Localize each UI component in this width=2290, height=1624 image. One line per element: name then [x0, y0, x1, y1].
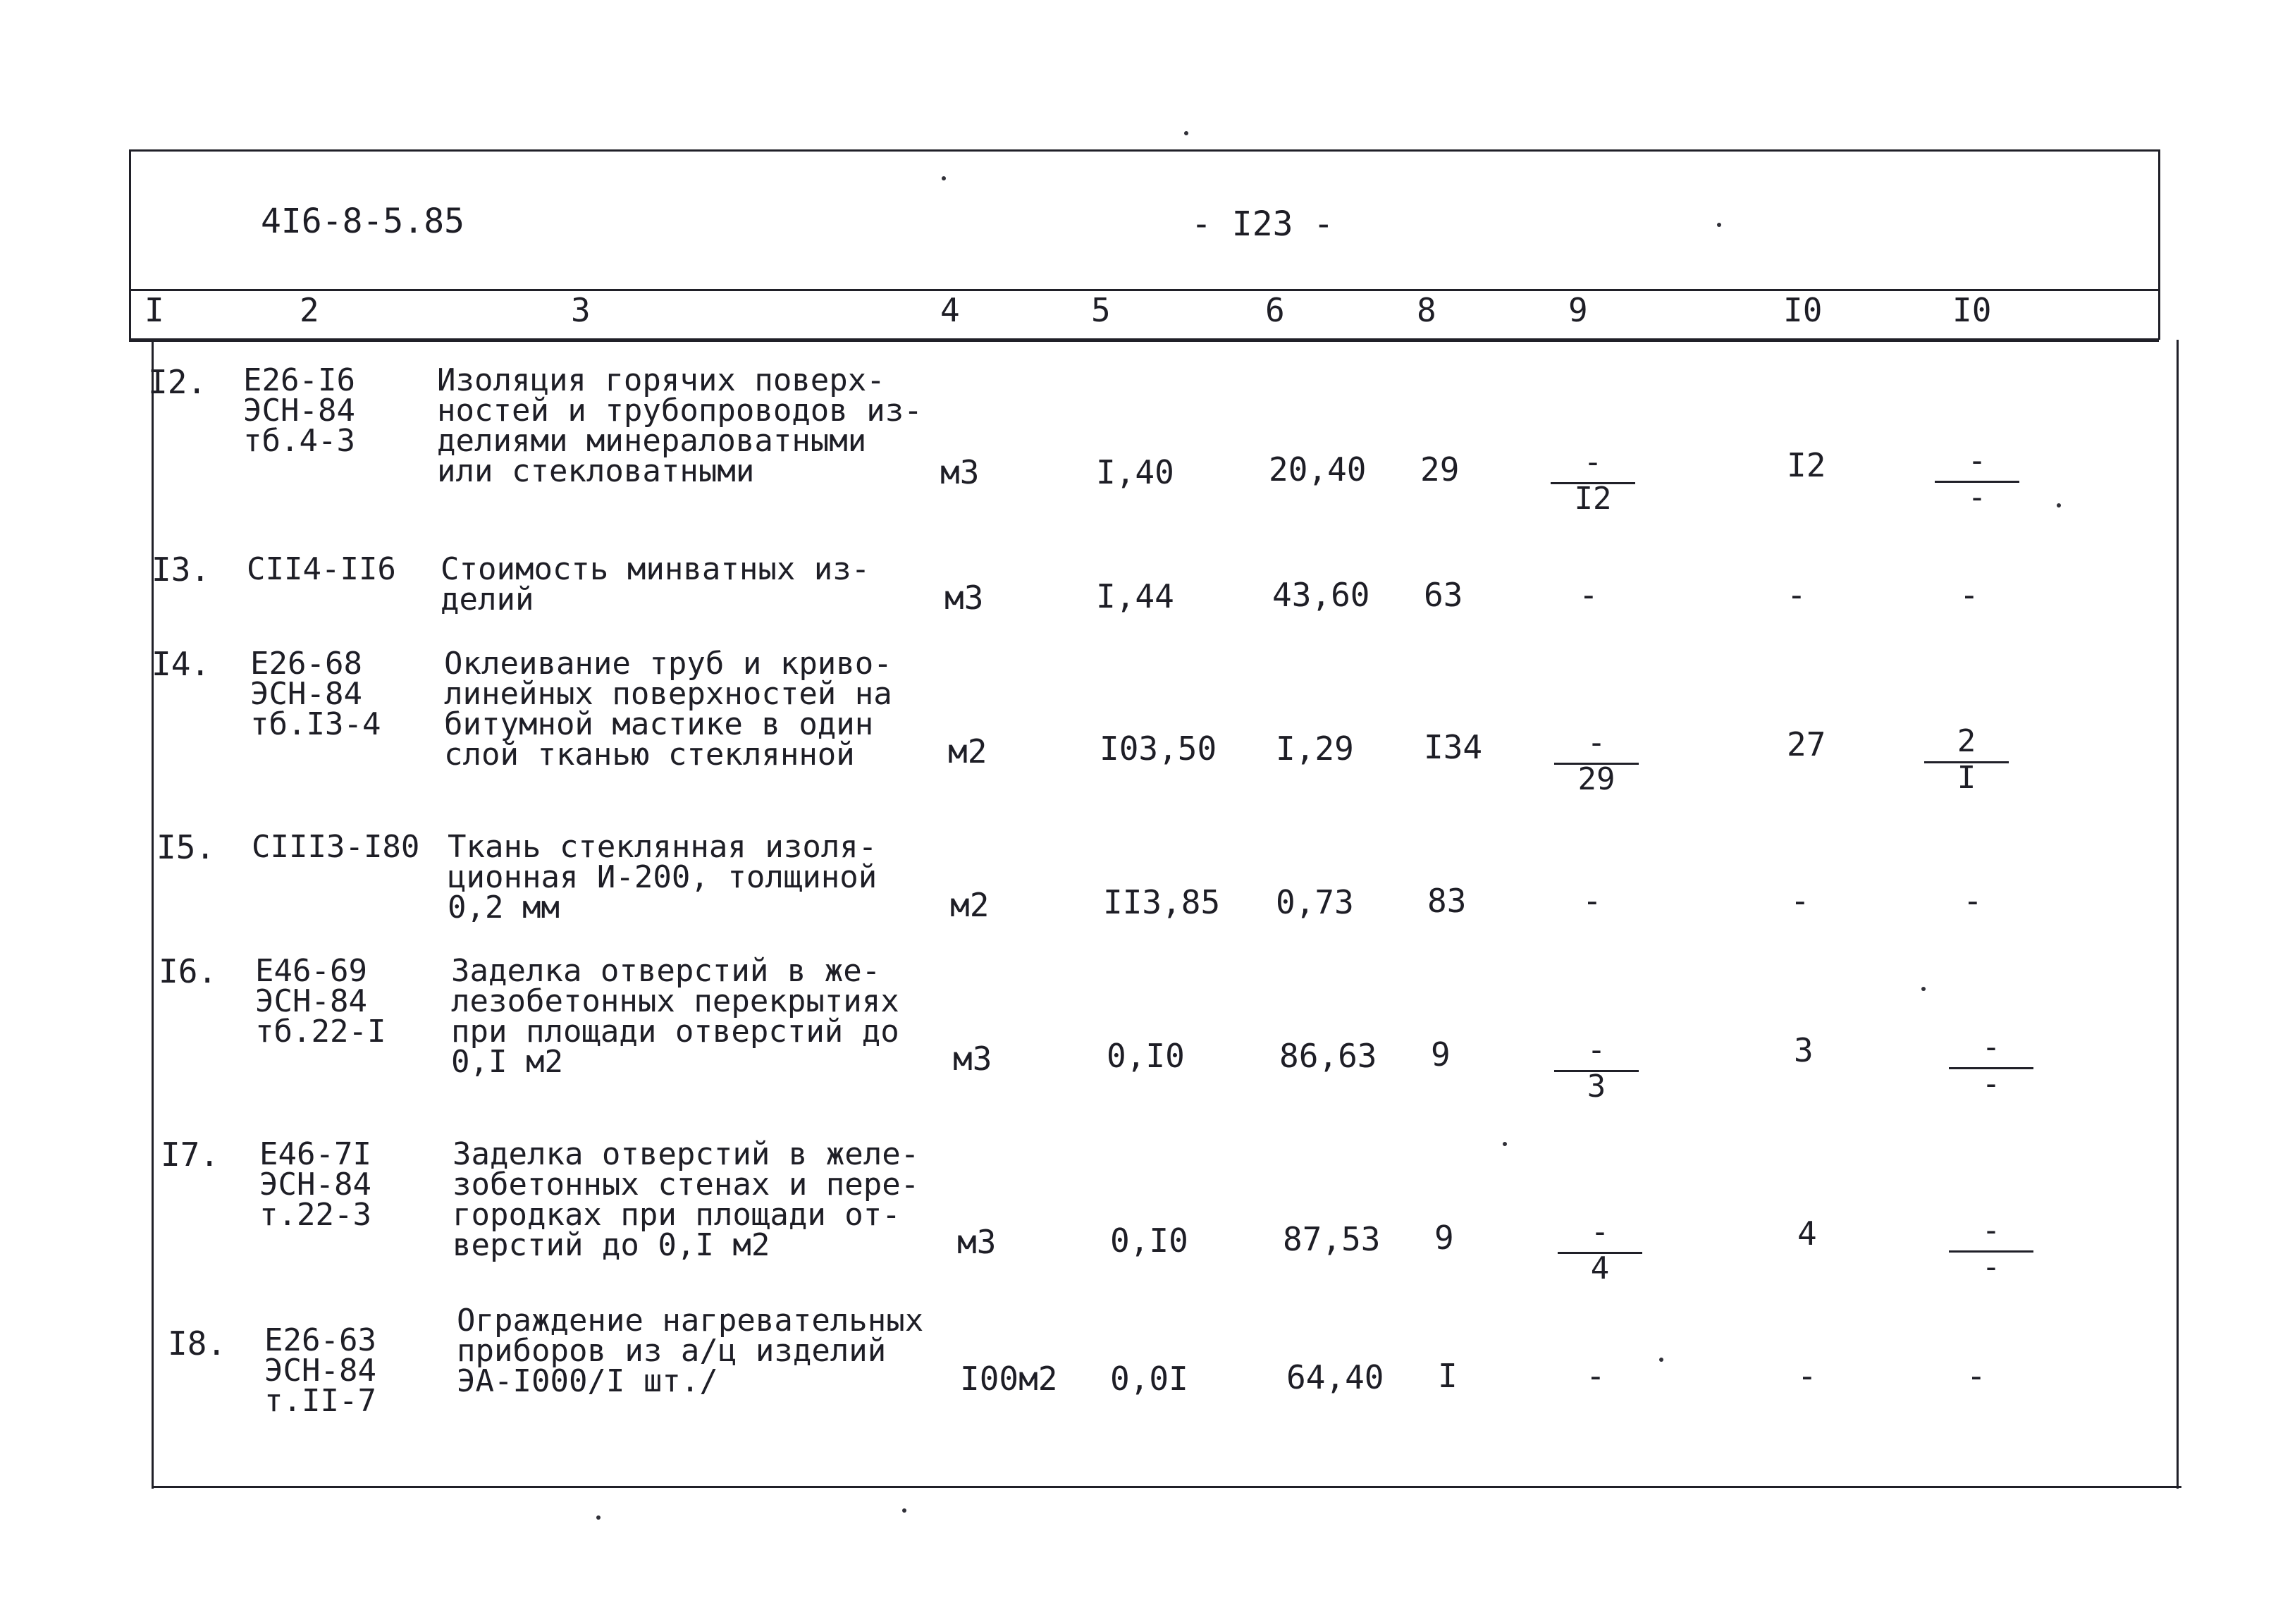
fraction-col9: - 3	[1554, 1046, 1639, 1095]
quantity: I,44	[1096, 577, 1174, 615]
value-col10a: 4	[1797, 1214, 1817, 1253]
work-description: Стоимость минватных из- делий	[441, 551, 870, 617]
row-number: I5.	[156, 828, 216, 866]
fraction-col9: - 4	[1558, 1228, 1642, 1277]
unit: м3	[957, 1223, 997, 1261]
scan-speck	[902, 1508, 906, 1513]
value-col10a: -	[1797, 1357, 1817, 1395]
value-col10b: -	[1963, 882, 1983, 920]
unit-price: 86,63	[1279, 1037, 1377, 1075]
work-description: Заделка отверстий в же- лезобетонных перекрытиях при площади отверстий до 0,I м2	[451, 953, 899, 1080]
work-description: Изоляция горячих поверх- ностей и трубопроводов из- делиями минераловатными или стекловатными	[437, 362, 923, 489]
resource-code: Е26-68 ЭСН-84 тб.I3-4	[250, 646, 381, 742]
column-number-1: I	[144, 291, 164, 329]
value-col9: -	[1579, 576, 1599, 614]
total-cost: I34	[1424, 728, 1483, 766]
fraction-col10b: - -	[1935, 457, 2019, 506]
work-description: Ткань стеклянная изоля- ционная И-200, толщиной 0,2 мм	[448, 829, 878, 925]
total-cost: 63	[1424, 576, 1463, 614]
unit: м2	[948, 732, 987, 770]
unit: м3	[940, 453, 980, 491]
header-rule-1	[129, 289, 2159, 291]
unit-price: 0,73	[1276, 883, 1354, 921]
column-number-6: 6	[1265, 291, 1285, 329]
unit: м3	[953, 1040, 992, 1078]
value-col9: -	[1582, 882, 1602, 920]
total-cost: I	[1438, 1357, 1458, 1395]
table-right-border	[2158, 149, 2160, 340]
scan-speck	[1503, 1142, 1507, 1146]
column-number-8: 8	[1417, 291, 1436, 329]
resource-code: CII4-II6	[247, 551, 396, 587]
table-bottom-border	[152, 1486, 2181, 1488]
unit: I00м2	[960, 1360, 1058, 1398]
unit-price: 64,40	[1286, 1358, 1384, 1396]
unit-price: 87,53	[1283, 1220, 1381, 1258]
row-number: I8.	[168, 1324, 227, 1362]
total-cost: 83	[1427, 882, 1467, 920]
table-top-border	[129, 149, 2159, 152]
unit-price: 43,60	[1272, 576, 1370, 614]
resource-code: Е26-63 ЭСН-84 т.II-7	[264, 1322, 376, 1419]
row-number: I6.	[159, 952, 218, 990]
unit: м2	[950, 886, 990, 924]
page-number: - I23 -	[1191, 204, 1334, 244]
resource-code: Е46-69 ЭСН-84 тб.22-I	[255, 953, 386, 1050]
column-number-4: 4	[940, 291, 960, 329]
unit-price: 20,40	[1269, 450, 1367, 488]
resource-code: CIII3-I80	[252, 829, 420, 865]
work-description: Оклеивание труб и криво- линейных поверхностей на битумной мастике в один слой тканью стеклянной	[444, 646, 892, 773]
document-code: 4I6-8-5.85	[261, 202, 464, 241]
value-col10a: -	[1790, 882, 1810, 920]
row-number: I3.	[152, 550, 211, 589]
column-number-5: 5	[1091, 291, 1111, 329]
value-col10a: -	[1787, 576, 1806, 614]
column-number-9: 9	[1568, 291, 1588, 329]
quantity: 0,I0	[1110, 1222, 1188, 1260]
table-left-border-lower	[152, 340, 154, 1489]
fraction-col10b: - -	[1949, 1226, 2033, 1276]
value-col10a: 27	[1787, 725, 1826, 763]
value-col9: -	[1586, 1357, 1606, 1395]
fraction-col10b: 2 I	[1924, 737, 2009, 787]
scan-speck	[942, 176, 946, 180]
value-col10a: 3	[1794, 1031, 1814, 1069]
scan-speck	[1184, 131, 1188, 135]
table-right-border-lower	[2177, 340, 2179, 1489]
fraction-col9: - I2	[1551, 458, 1635, 508]
column-number-10a: I0	[1783, 291, 1823, 329]
work-description: Ограждение нагревательных приборов из а/ц изделий ЭА-I000/I шт./	[457, 1303, 924, 1399]
resource-code: Е26-I6 ЭСН-84 тб.4-3	[243, 362, 355, 459]
resource-code: Е46-7I ЭСН-84 т.22-3	[259, 1136, 371, 1233]
total-cost: 9	[1434, 1219, 1454, 1257]
column-number-10b: I0	[1952, 291, 1992, 329]
total-cost: 29	[1420, 450, 1460, 488]
scan-speck	[596, 1515, 601, 1520]
column-number-3: 3	[571, 291, 591, 329]
row-number: I4.	[152, 645, 211, 683]
quantity: 0,0I	[1110, 1360, 1188, 1398]
value-col10a: I2	[1787, 446, 1826, 484]
unit-price: I,29	[1276, 730, 1354, 768]
fraction-col9: - 29	[1554, 739, 1639, 788]
value-col10b: -	[1959, 576, 1979, 614]
quantity: II3,85	[1103, 883, 1221, 921]
work-description: Заделка отверстий в желе- зобетонных стенах и пере- городках при площади от- верстий до 0,I м2	[453, 1136, 920, 1263]
quantity: I03,50	[1100, 730, 1217, 768]
row-number: I2.	[148, 363, 207, 401]
table-left-border	[129, 149, 131, 340]
unit: м3	[944, 579, 984, 617]
column-number-2: 2	[300, 291, 319, 329]
fraction-col10b: - -	[1949, 1043, 2033, 1093]
scan-speck	[1921, 987, 1926, 991]
quantity: 0,I0	[1107, 1037, 1185, 1075]
header-rule-2	[129, 338, 2159, 342]
scan-speck	[1659, 1358, 1663, 1362]
total-cost: 9	[1431, 1035, 1451, 1074]
value-col10b: -	[1966, 1357, 1986, 1395]
scan-speck	[1717, 223, 1721, 227]
quantity: I,40	[1096, 453, 1174, 491]
scan-speck	[2057, 503, 2061, 508]
row-number: I7.	[161, 1136, 220, 1174]
